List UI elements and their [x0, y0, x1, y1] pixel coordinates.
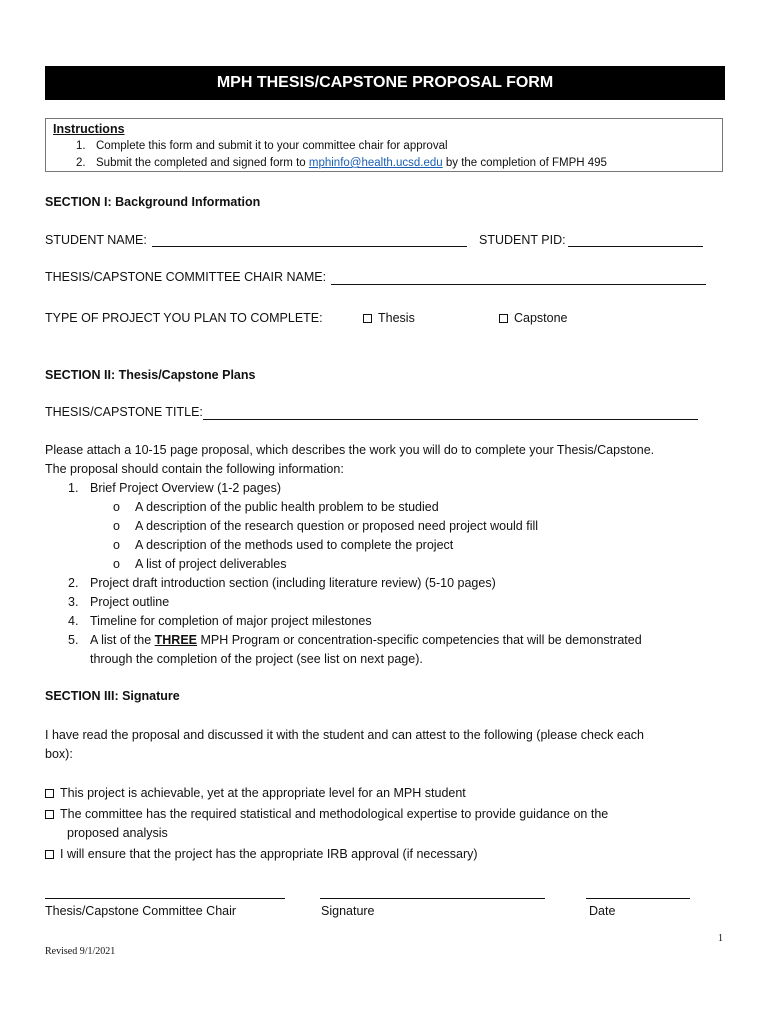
section1-heading: SECTION I: Background Information	[45, 195, 261, 209]
email-link[interactable]: mphinfo@health.ucsd.edu	[308, 157, 443, 169]
section2-heading: SECTION II: Thesis/Capstone Plans	[45, 368, 256, 382]
list-text-end: MPH Program or concentration-specific competencies that will be demonstrated	[197, 633, 642, 647]
proposal-intro-line1: Please attach a 10-15 page proposal, which describes the work you will do to complete your Thesis/Capstone.	[45, 443, 655, 457]
sub-list-item	[113, 557, 286, 571]
date-line[interactable]	[586, 898, 690, 899]
list-number: 2.	[68, 576, 79, 590]
list-number: 1.	[68, 481, 79, 495]
list-item	[68, 576, 496, 590]
instruction-number: 2.	[76, 157, 86, 169]
list-item-continuation: through the completion of the project (see list on next page).	[90, 652, 423, 666]
list-item	[68, 614, 372, 628]
date-label: Date	[589, 904, 616, 918]
student-name-field[interactable]	[152, 246, 467, 247]
list-item	[68, 481, 281, 495]
attest-intro-line2: box):	[45, 747, 73, 761]
capstone-checkbox[interactable]	[499, 314, 508, 323]
student-name-label: STUDENT NAME:	[45, 233, 147, 247]
list-item	[68, 595, 169, 609]
list-emphasis: THREE	[154, 633, 197, 647]
sub-list-text: A description of the methods used to complete the project	[135, 538, 454, 552]
proposal-intro-line2: The proposal should contain the following information:	[45, 462, 344, 476]
sub-bullet: o	[113, 519, 120, 533]
sub-list-item	[113, 538, 453, 552]
signature-label: Signature	[321, 904, 375, 918]
instructions-heading: Instructions	[53, 122, 125, 136]
attest-check-item[interactable]	[45, 847, 478, 861]
attest-check-text: I will ensure that the project has the appropriate IRB approval (if necessary)	[60, 847, 478, 861]
list-text: Project draft introduction section (including literature review) (5-10 pages)	[90, 576, 496, 590]
instruction-item	[76, 140, 448, 152]
capstone-option-label: Capstone	[514, 311, 568, 325]
list-text: A list of the	[90, 633, 155, 647]
capstone-option[interactable]	[499, 311, 568, 325]
attest-checkbox[interactable]	[45, 789, 54, 798]
chair-name-label: THESIS/CAPSTONE COMMITTEE CHAIR NAME:	[45, 270, 327, 284]
attest-check-continuation: proposed analysis	[67, 826, 168, 840]
attest-checkbox[interactable]	[45, 810, 54, 819]
section3-heading: SECTION III: Signature	[45, 689, 180, 703]
instruction-text: Complete this form and submit it to your committee chair for approval	[96, 140, 448, 152]
chair-signature-label: Thesis/Capstone Committee Chair	[45, 904, 237, 918]
thesis-option-label: Thesis	[378, 311, 415, 325]
chair-signature-line[interactable]	[45, 898, 285, 899]
attest-check-text: This project is achievable, yet at the appropriate level for an MPH student	[60, 786, 466, 800]
sub-bullet: o	[113, 538, 120, 552]
sub-list-text: A list of project deliverables	[135, 557, 287, 571]
sub-list-item	[113, 519, 538, 533]
sub-bullet: o	[113, 500, 120, 514]
list-number: 3.	[68, 595, 79, 609]
list-number: 4.	[68, 614, 79, 628]
attest-check-item[interactable]	[45, 807, 608, 821]
attest-intro-line1: I have read the proposal and discussed it with the student and can attest to the following (please check each	[45, 728, 644, 742]
thesis-checkbox[interactable]	[363, 314, 372, 323]
sub-list-text: A description of the public health problem to be studied	[135, 500, 439, 514]
project-type-label: TYPE OF PROJECT YOU PLAN TO COMPLETE:	[45, 311, 323, 325]
instruction-text: Submit the completed and signed form to	[96, 157, 309, 169]
instructions-box	[45, 118, 723, 172]
attest-checkbox[interactable]	[45, 850, 54, 859]
chair-name-field[interactable]	[331, 284, 706, 285]
signature-line[interactable]	[320, 898, 545, 899]
attest-check-text: The committee has the required statistical and methodological expertise to provide guidance on the	[60, 807, 609, 821]
sub-list-item	[113, 500, 439, 514]
sub-list-text: A description of the research question or proposed need project would fill	[135, 519, 539, 533]
list-text: Timeline for completion of major project milestones	[90, 614, 372, 628]
revised-date: Revised 9/1/2021	[45, 946, 116, 957]
instruction-number: 1.	[76, 140, 86, 152]
form-title: MPH THESIS/CAPSTONE PROPOSAL FORM	[45, 66, 725, 100]
sub-bullet: o	[113, 557, 120, 571]
list-item	[68, 633, 642, 647]
instruction-item	[76, 157, 607, 169]
student-pid-label: STUDENT PID:	[479, 233, 566, 247]
instruction-text-end: by the completion of FMPH 495	[442, 157, 607, 169]
list-number: 5.	[68, 633, 79, 647]
project-title-label: THESIS/CAPSTONE TITLE:	[45, 405, 203, 419]
list-text: Project outline	[90, 595, 170, 609]
attest-check-item[interactable]	[45, 786, 466, 800]
list-text: Brief Project Overview (1-2 pages)	[90, 481, 282, 495]
thesis-option[interactable]	[363, 311, 415, 325]
project-title-field[interactable]	[203, 419, 698, 420]
student-pid-field[interactable]	[568, 246, 703, 247]
page-number: 1	[718, 933, 723, 944]
